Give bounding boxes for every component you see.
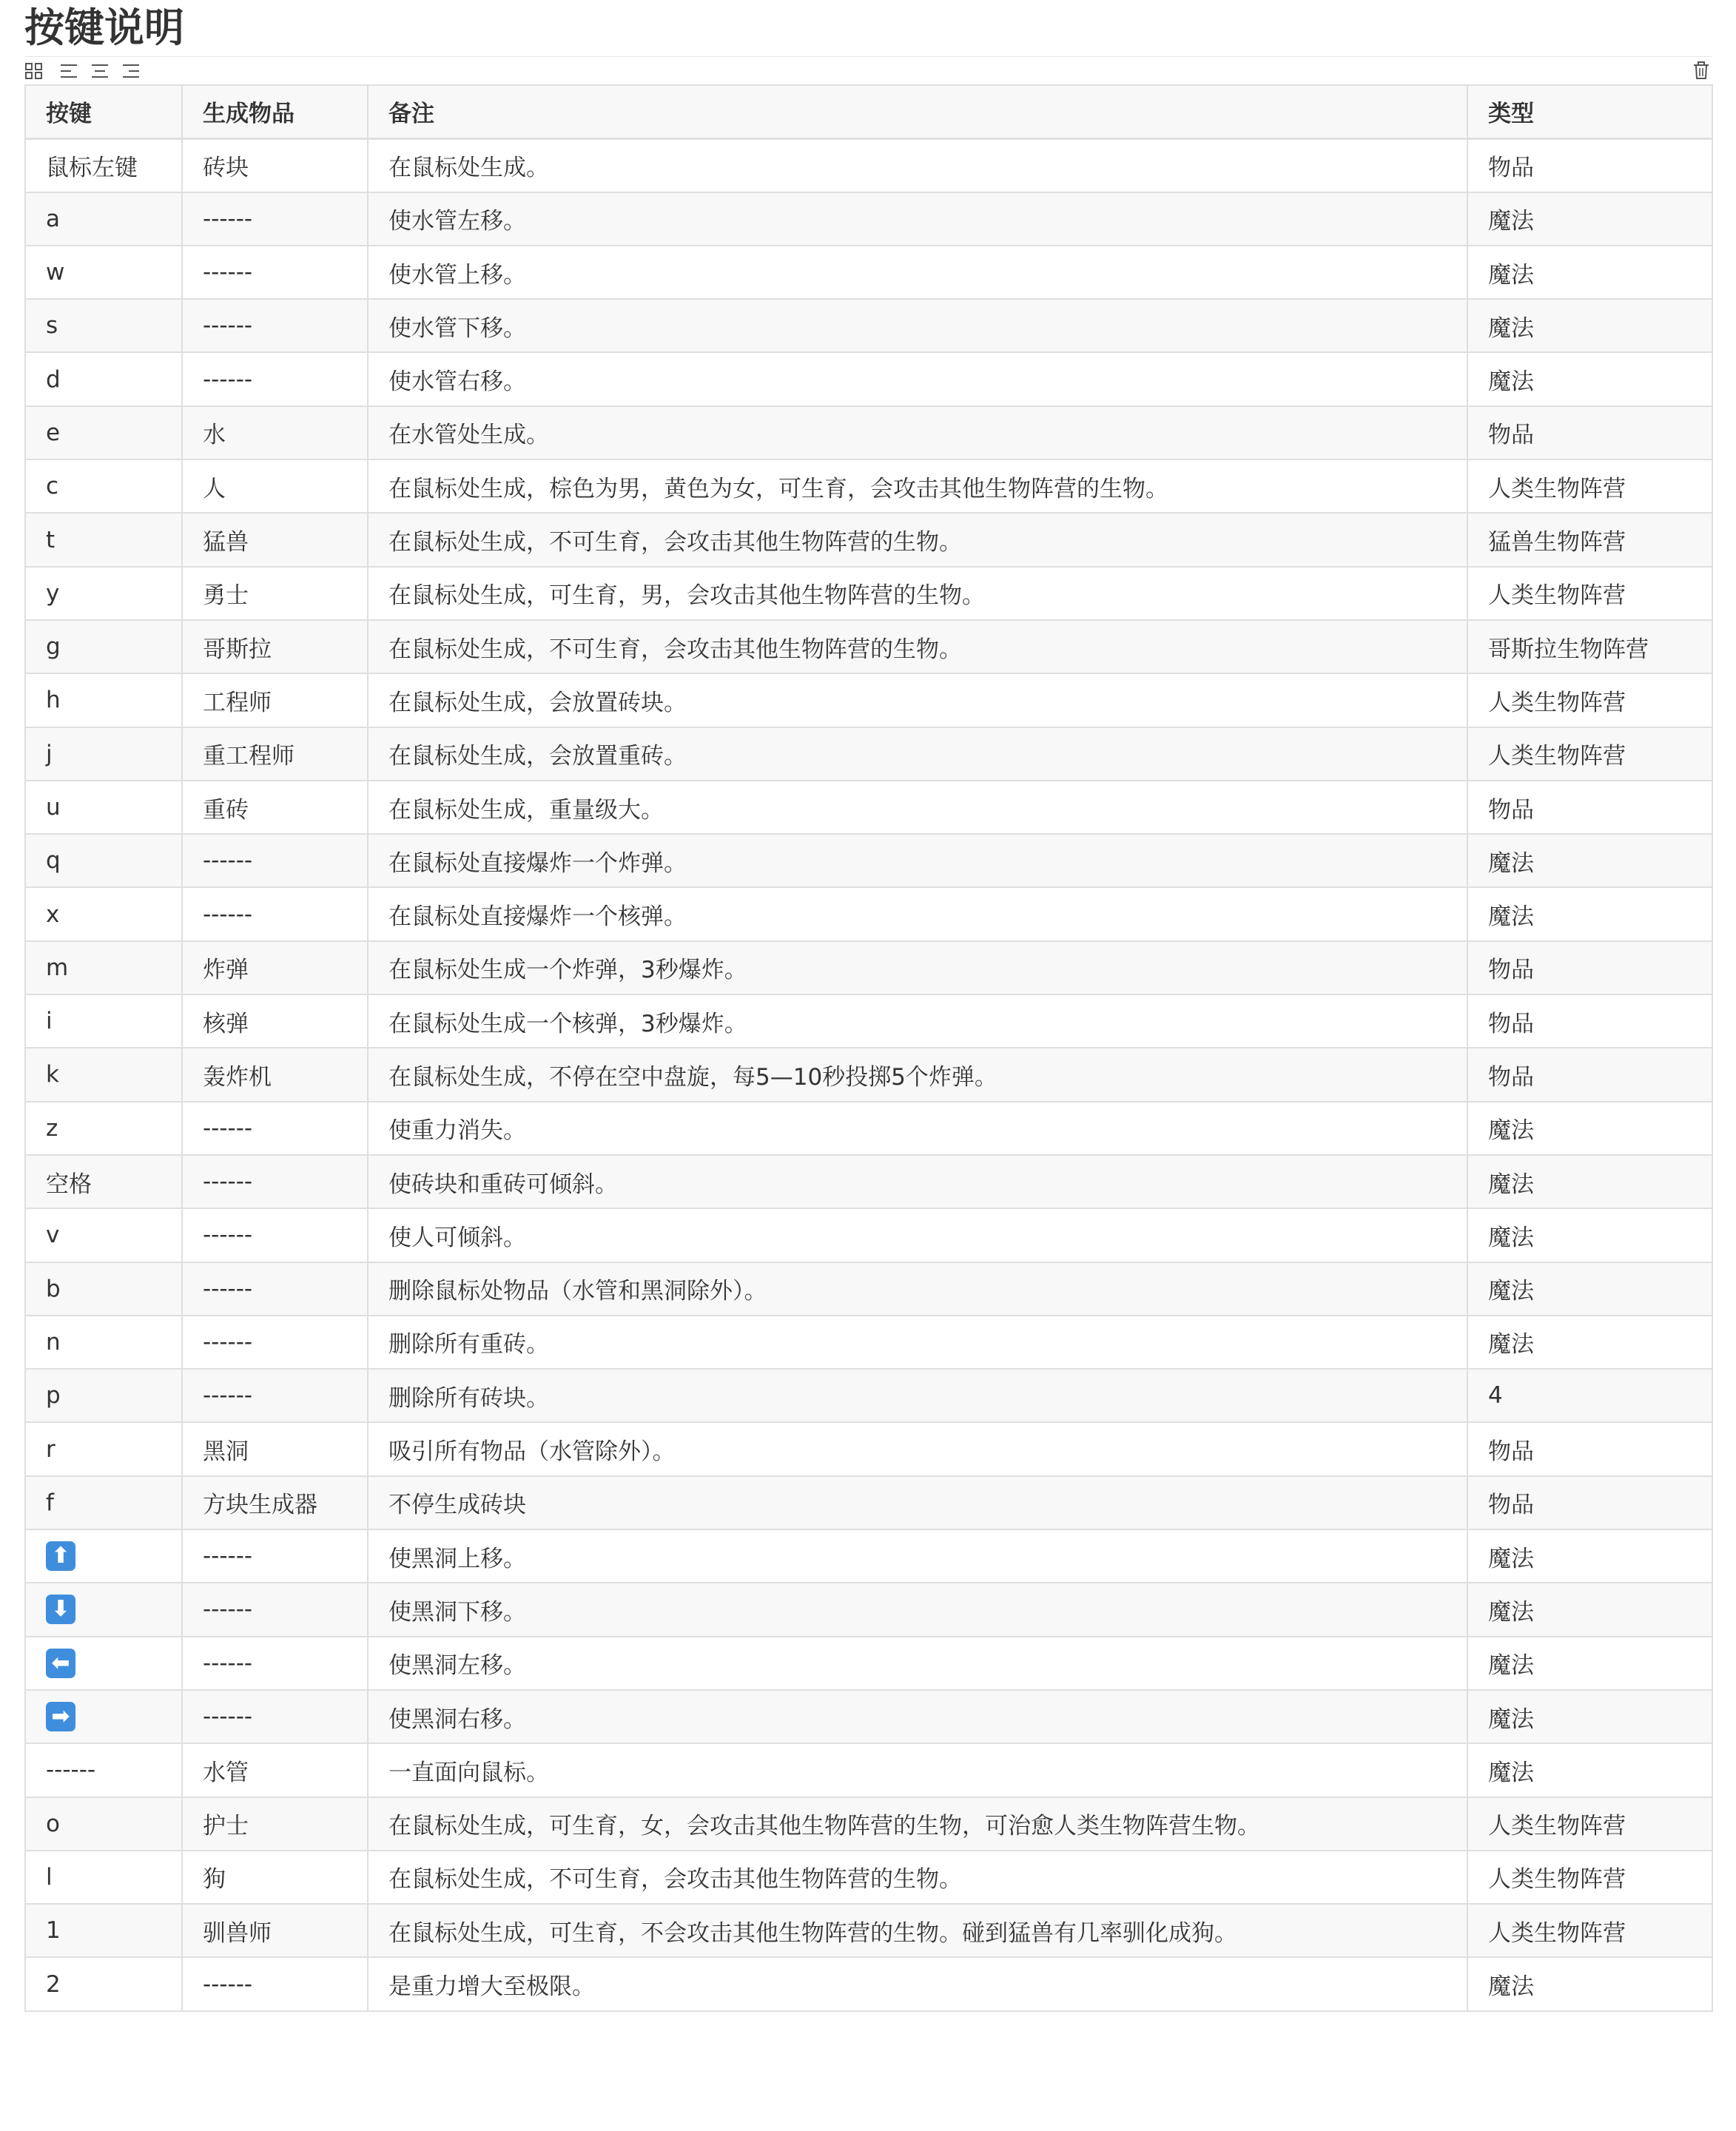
cell-note[interactable]: 使人可倾斜。 [368,1208,1467,1262]
cell-note[interactable]: 不停生成砖块 [368,1476,1467,1529]
cell-key[interactable] [25,1583,182,1636]
table-row [25,1155,1712,1208]
cell-item[interactable]: ------ [182,299,368,352]
cell-key[interactable]: d [25,352,182,405]
cell-key[interactable]: s [25,299,182,352]
cell-note[interactable]: 在鼠标处生成，棕色为男，黄色为女，可生育，会攻击其他生物阵营的生物。 [368,459,1467,513]
cell-type[interactable]: 物品 [1467,994,1712,1048]
table-row [25,299,1712,352]
cell-note[interactable]: 删除所有砖块。 [368,1369,1467,1422]
cell-type[interactable]: 人类生物阵营 [1467,727,1712,781]
cell-note[interactable]: 在鼠标处生成一个炸弹，3秒爆炸。 [368,941,1467,994]
table-row [25,246,1712,299]
cell-type[interactable]: 物品 [1467,1422,1712,1475]
cell-item[interactable]: ------ [182,1369,368,1422]
cell-note[interactable]: 吸引所有物品（水管除外）。 [368,1422,1467,1475]
cell-key[interactable]: w [25,246,182,299]
cell-item[interactable]: 哥斯拉 [182,620,368,673]
cell-key[interactable] [25,1637,182,1690]
table-row [25,994,1712,1048]
cell-type[interactable]: 人类生物阵营 [1467,1904,1712,1957]
cell-key[interactable]: z [25,1102,182,1155]
cell-key[interactable] [25,1690,182,1743]
cell-item[interactable]: ------ [182,352,368,405]
key-table [24,84,1713,2012]
cell-key[interactable]: y [25,567,182,620]
cell-item[interactable]: ------ [182,887,368,940]
table-row [25,192,1712,246]
cell-note[interactable]: 使水管上移。 [368,246,1467,299]
cell-note[interactable]: 使水管下移。 [368,299,1467,352]
grid-icon[interactable] [24,61,44,81]
cell-key[interactable]: k [25,1048,182,1101]
cell-item[interactable]: 方块生成器 [182,1476,368,1529]
cell-type[interactable]: 物品 [1467,406,1712,459]
cell-type[interactable]: 人类生物阵营 [1467,1797,1712,1851]
cell-key[interactable]: p [25,1369,182,1422]
cell-item[interactable]: 护士 [182,1797,368,1851]
table-row [25,727,1712,781]
cell-item[interactable]: 勇士 [182,567,368,620]
table-body [25,138,1712,2010]
cell-type[interactable]: 物品 [1467,138,1712,192]
cell-key[interactable]: 1 [25,1904,182,1957]
cell-item[interactable]: ------ [182,192,368,246]
cell-type[interactable]: 猛兽生物阵营 [1467,513,1712,566]
cell-note[interactable]: 在鼠标处生成，会放置重砖。 [368,727,1467,781]
page-title: 按键说明 [24,4,184,51]
cell-item[interactable]: 轰炸机 [182,1048,368,1101]
cell-type[interactable]: 人类生物阵营 [1467,459,1712,513]
header-note[interactable]: 备注 [368,85,1467,138]
table-row [25,620,1712,673]
cell-note[interactable]: 在鼠标处生成，可生育，女，会攻击其他生物阵营的生物，可治愈人类生物阵营生物。 [368,1797,1467,1851]
align-left-icon[interactable] [59,61,78,81]
cell-note[interactable]: 在鼠标处生成，不可生育，会攻击其他生物阵营的生物。 [368,620,1467,673]
cell-type[interactable]: 魔法 [1467,1957,1712,2010]
cell-type[interactable]: 魔法 [1467,887,1712,940]
table-row [25,1743,1712,1797]
cell-key[interactable]: o [25,1797,182,1851]
cell-item[interactable]: 黑洞 [182,1422,368,1475]
cell-type[interactable]: 魔法 [1467,1155,1712,1208]
cell-note[interactable]: 是重力增大至极限。 [368,1957,1467,2010]
up-arrow-icon: ⬆ [46,1541,75,1571]
left-arrow-icon: ⬅ [46,1649,75,1678]
table-row [25,1476,1712,1529]
cell-key[interactable]: c [25,459,182,513]
cell-item[interactable]: ------ [182,1529,368,1583]
cell-type[interactable]: 魔法 [1467,1208,1712,1262]
cell-note[interactable]: 删除鼠标处物品（水管和黑洞除外）。 [368,1262,1467,1316]
table-row [25,1957,1712,2010]
cell-key[interactable]: m [25,941,182,994]
table-row [25,138,1712,192]
cell-type[interactable]: 魔法 [1467,1102,1712,1155]
header-item[interactable]: 生成物品 [182,85,368,138]
cell-type[interactable]: 魔法 [1467,192,1712,246]
cell-item[interactable]: ------ [182,1102,368,1155]
cell-type[interactable]: 人类生物阵营 [1467,567,1712,620]
cell-key[interactable]: 空格 [25,1155,182,1208]
table-row [25,1048,1712,1101]
cell-note[interactable]: 在鼠标处直接爆炸一个炸弹。 [368,834,1467,887]
cell-note[interactable]: 在鼠标处生成，不可生育，会攻击其他生物阵营的生物。 [368,1851,1467,1904]
cell-key[interactable]: r [25,1422,182,1475]
cell-type[interactable]: 魔法 [1467,1316,1712,1369]
table-row [25,459,1712,513]
cell-item[interactable]: 砖块 [182,138,368,192]
table-row [25,1262,1712,1316]
cell-type[interactable]: 人类生物阵营 [1467,673,1712,727]
cell-key[interactable]: 2 [25,1957,182,2010]
cell-note[interactable]: 在鼠标处生成，会放置砖块。 [368,673,1467,727]
cell-key[interactable]: u [25,781,182,834]
cell-item[interactable]: ------ [182,1583,368,1636]
cell-type[interactable]: 魔法 [1467,299,1712,352]
cell-key[interactable]: q [25,834,182,887]
table-row [25,1529,1712,1583]
cell-note[interactable]: 在鼠标处生成，不可生育，会攻击其他生物阵营的生物。 [368,513,1467,566]
cell-type[interactable]: 魔法 [1467,1743,1712,1797]
cell-key[interactable] [25,1529,182,1583]
cell-note[interactable]: 在鼠标处直接爆炸一个核弹。 [368,887,1467,940]
cell-note[interactable]: 在水管处生成。 [368,406,1467,459]
cell-note[interactable]: 在鼠标处生成，可生育，不会攻击其他生物阵营的生物。碰到猛兽有几率驯化成狗。 [368,1904,1467,1957]
table-row [25,941,1712,994]
header-type[interactable]: 类型 [1467,85,1712,138]
down-arrow-icon: ⬇ [46,1595,75,1624]
cell-key[interactable]: l [25,1851,182,1904]
table-header-row [25,85,1712,138]
cell-type[interactable]: 魔法 [1467,246,1712,299]
header-key[interactable]: 按键 [25,85,182,138]
cell-key[interactable]: v [25,1208,182,1262]
cell-item[interactable]: 驯兽师 [182,1904,368,1957]
table-row [25,1316,1712,1369]
table-row [25,1797,1712,1851]
cell-item[interactable]: ------ [182,1957,368,2010]
cell-key[interactable]: g [25,620,182,673]
cell-item[interactable]: ------ [182,834,368,887]
cell-key[interactable]: a [25,192,182,246]
table-row [25,1583,1712,1636]
cell-type[interactable]: 物品 [1467,1476,1712,1529]
cell-item[interactable]: ------ [182,1690,368,1743]
cell-type[interactable]: 魔法 [1467,1637,1712,1690]
cell-item[interactable]: ------ [182,246,368,299]
table-row [25,1904,1712,1957]
table-row [25,1637,1712,1690]
right-arrow-icon: ➡ [46,1702,75,1731]
trash-icon[interactable] [1691,60,1712,81]
cell-item[interactable]: 重砖 [182,781,368,834]
cell-type[interactable]: 物品 [1467,1048,1712,1101]
cell-note[interactable]: 在鼠标处生成，重量级大。 [368,781,1467,834]
table-row [25,1102,1712,1155]
cell-type[interactable]: 物品 [1467,781,1712,834]
cell-note[interactable]: 使黑洞右移。 [368,1690,1467,1743]
table-row [25,513,1712,566]
cell-note[interactable]: 使黑洞左移。 [368,1637,1467,1690]
cell-type[interactable]: 物品 [1467,941,1712,994]
cell-type[interactable]: 4 [1467,1369,1712,1422]
cell-type[interactable]: 魔法 [1467,1262,1712,1316]
cell-note[interactable]: 在鼠标处生成，可生育，男，会攻击其他生物阵营的生物。 [368,567,1467,620]
cell-key[interactable]: e [25,406,182,459]
table-row [25,406,1712,459]
cell-key[interactable]: t [25,513,182,566]
cell-key[interactable]: j [25,727,182,781]
cell-item[interactable]: 猛兽 [182,513,368,566]
cell-item[interactable]: 工程师 [182,673,368,727]
cell-type[interactable]: 哥斯拉生物阵营 [1467,620,1712,673]
cell-key[interactable]: b [25,1262,182,1316]
cell-type[interactable]: 魔法 [1467,834,1712,887]
table-toolbar [24,56,1712,85]
table-row [25,673,1712,727]
table-row [25,567,1712,620]
cell-note[interactable]: 一直面向鼠标。 [368,1743,1467,1797]
table-row [25,887,1712,940]
table-row [25,1422,1712,1475]
cell-key[interactable]: i [25,994,182,1048]
cell-key[interactable]: n [25,1316,182,1369]
cell-item[interactable]: 人 [182,459,368,513]
cell-item[interactable]: ------ [182,1155,368,1208]
cell-key[interactable]: f [25,1476,182,1529]
cell-type[interactable]: 魔法 [1467,352,1712,405]
cell-note[interactable]: 使黑洞上移。 [368,1529,1467,1583]
page [24,0,1712,2001]
cell-item[interactable]: ------ [182,1637,368,1690]
cell-note[interactable]: 使砖块和重砖可倾斜。 [368,1155,1467,1208]
cell-item[interactable]: 水 [182,406,368,459]
cell-key[interactable]: x [25,887,182,940]
cell-type[interactable]: 人类生物阵营 [1467,1851,1712,1904]
cell-item[interactable]: 狗 [182,1851,368,1904]
cell-key[interactable]: 鼠标左键 [25,138,182,192]
cell-type[interactable]: 魔法 [1467,1690,1712,1743]
cell-item[interactable]: ------ [182,1208,368,1262]
cell-item[interactable]: ------ [182,1262,368,1316]
cell-note[interactable]: 使水管左移。 [368,192,1467,246]
cell-note[interactable]: 使黑洞下移。 [368,1583,1467,1636]
cell-item[interactable]: 重工程师 [182,727,368,781]
cell-note[interactable]: 在鼠标处生成，不停在空中盘旋，每5—10秒投掷5个炸弹。 [368,1048,1467,1101]
table-row [25,781,1712,834]
align-center-icon[interactable] [90,61,110,81]
cell-item[interactable]: 水管 [182,1743,368,1797]
table-row [25,1851,1712,1904]
align-right-icon[interactable] [121,61,141,81]
cell-note[interactable]: 使重力消失。 [368,1102,1467,1155]
cell-item[interactable]: 炸弹 [182,941,368,994]
cell-type[interactable]: 魔法 [1467,1583,1712,1636]
cell-item[interactable]: ------ [182,1316,368,1369]
table-row [25,1208,1712,1262]
table-row [25,352,1712,405]
cell-key[interactable]: ------ [25,1743,182,1797]
cell-item[interactable]: 核弹 [182,994,368,1048]
cell-note[interactable]: 删除所有重砖。 [368,1316,1467,1369]
cell-type[interactable]: 魔法 [1467,1529,1712,1583]
table-row [25,834,1712,887]
cell-key[interactable]: h [25,673,182,727]
table-row [25,1690,1712,1743]
cell-note[interactable]: 在鼠标处生成一个核弹，3秒爆炸。 [368,994,1467,1048]
cell-note[interactable]: 使水管右移。 [368,352,1467,405]
table-row [25,1369,1712,1422]
cell-note[interactable]: 在鼠标处生成。 [368,138,1467,192]
